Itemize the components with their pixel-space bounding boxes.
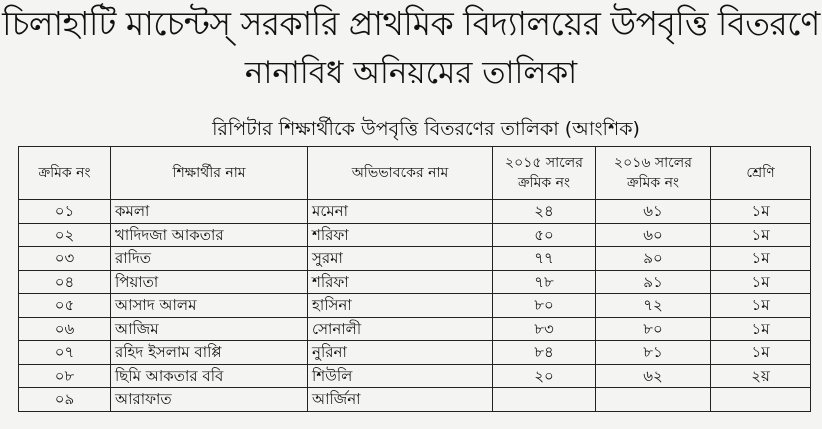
header-serial: ক্রমিক নং — [19, 147, 111, 200]
header-student-name: শিক্ষার্থীর নাম — [111, 147, 308, 200]
cell-class: ১ম — [711, 341, 811, 365]
cell-class: ১ম — [711, 223, 811, 247]
cell-roll-2015: ৫০ — [493, 223, 596, 247]
cell-roll-2016: ৬১ — [596, 200, 711, 224]
table-row — [19, 200, 811, 224]
cell-guardian-name: শিউলি — [308, 364, 493, 388]
cell-roll-2015: ৮৪ — [493, 341, 596, 365]
cell-serial: ০৭ — [19, 341, 111, 365]
cell-serial: ০৪ — [19, 270, 111, 294]
cell-serial: ০৫ — [19, 294, 111, 318]
cell-serial: ০১ — [19, 200, 111, 224]
table-row — [19, 341, 811, 365]
cell-roll-2016: ৭২ — [596, 294, 711, 318]
cell-roll-2015: ৭৮ — [493, 270, 596, 294]
cell-roll-2016: ৯১ — [596, 270, 711, 294]
table-row — [19, 223, 811, 247]
cell-guardian-name: শরিফা — [308, 223, 493, 247]
cell-class: ২য় — [711, 364, 811, 388]
cell-class: ১ম — [711, 270, 811, 294]
table-header-row — [19, 147, 811, 200]
cell-student-name: রাদিত — [111, 247, 308, 271]
cell-student-name: আরাফাত — [111, 388, 308, 412]
cell-student-name: ছিমি আকতার ববি — [111, 364, 308, 388]
cell-roll-2016: ৬২ — [596, 364, 711, 388]
header-roll-2015: ২০১৫ সালের ক্রমিক নং — [493, 147, 596, 200]
cell-roll-2016: ৬০ — [596, 223, 711, 247]
cell-student-name: কমলা — [111, 200, 308, 224]
table-row — [19, 388, 811, 412]
cell-guardian-name: আর্জিনা — [308, 388, 493, 412]
cell-guardian-name: সুরমা — [308, 247, 493, 271]
table-subtitle: রিপিটার শিক্ষার্থীকে উপবৃত্তি বিতরণের তালিকা (আংশিক) — [212, 118, 640, 140]
cell-guardian-name: নুরিনা — [308, 341, 493, 365]
header-guardian-name: অভিভাবকের নাম — [308, 147, 493, 200]
cell-class — [711, 388, 811, 412]
cell-roll-2016: ৮০ — [596, 317, 711, 341]
table-row — [19, 364, 811, 388]
cell-roll-2015 — [493, 388, 596, 412]
cell-serial: ০৮ — [19, 364, 111, 388]
cell-guardian-name: সোনালী — [308, 317, 493, 341]
stipend-table — [18, 146, 811, 412]
cell-guardian-name: মমেনা — [308, 200, 493, 224]
document-title-line1: চিলাহাটি মাচেন্টস্‌ সরকারি প্রাথমিক বিদ্যালয়ের উপবৃত্তি বিতরণে — [2, 4, 820, 43]
cell-student-name: আজিম — [111, 317, 308, 341]
cell-roll-2015: ৭৭ — [493, 247, 596, 271]
cell-serial: ০২ — [19, 223, 111, 247]
table-row — [19, 247, 811, 271]
cell-roll-2015: ৮০ — [493, 294, 596, 318]
table-row — [19, 294, 811, 318]
cell-serial: ০৩ — [19, 247, 111, 271]
table-row — [19, 270, 811, 294]
table-row — [19, 317, 811, 341]
cell-roll-2016: ৮১ — [596, 341, 711, 365]
cell-class: ১ম — [711, 200, 811, 224]
cell-student-name: রহিদ ইসলাম বাপ্পি — [111, 341, 308, 365]
cell-serial: ০৯ — [19, 388, 111, 412]
cell-roll-2015: ৮৩ — [493, 317, 596, 341]
cell-roll-2015: ২০ — [493, 364, 596, 388]
cell-guardian-name: শরিফা — [308, 270, 493, 294]
cell-guardian-name: হাসিনা — [308, 294, 493, 318]
cell-roll-2015: ২৪ — [493, 200, 596, 224]
document-title-line2: নানাবিধ অনিয়মের তালিকা — [244, 55, 578, 91]
header-roll-2016: ২০১৬ সালের ক্রমিক নং — [596, 147, 711, 200]
cell-class: ১ম — [711, 294, 811, 318]
cell-roll-2016: ৯০ — [596, 247, 711, 271]
cell-class: ১ম — [711, 317, 811, 341]
cell-roll-2016 — [596, 388, 711, 412]
cell-student-name: আসাদ আলম — [111, 294, 308, 318]
cell-student-name: পিয়াতা — [111, 270, 308, 294]
cell-student-name: খাদিদজা আকতার — [111, 223, 308, 247]
table-body — [19, 200, 811, 412]
header-class: শ্রেণি — [711, 147, 811, 200]
cell-serial: ০৬ — [19, 317, 111, 341]
cell-class: ১ম — [711, 247, 811, 271]
